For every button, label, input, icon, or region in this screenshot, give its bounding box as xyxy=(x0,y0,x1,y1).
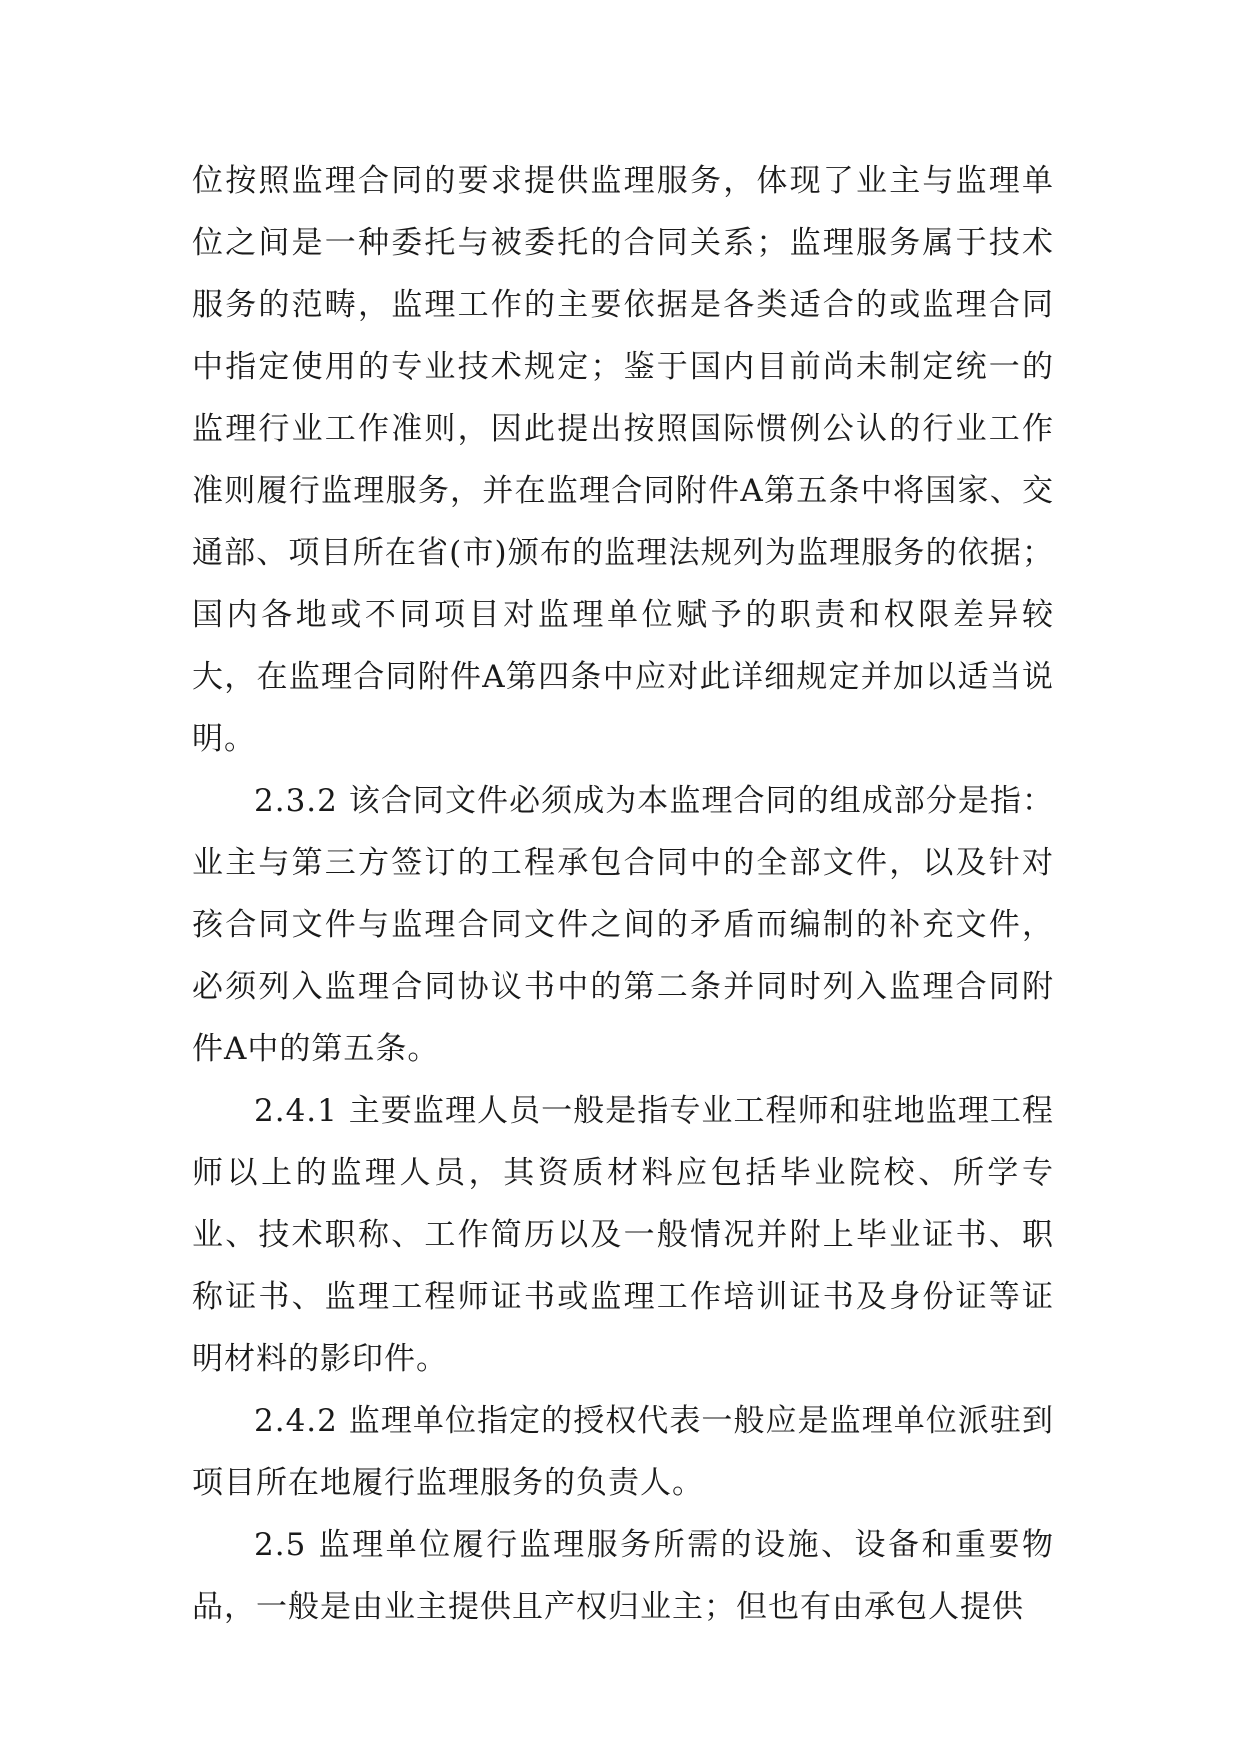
paragraph-2-3-2: 2.3.2 该合同文件必须成为本监理合同的组成部分是指：业主与第三方签订的工程承包合同中的全部文件，以及针对孩合同文件与监理合同文件之间的矛盾而编制的补充文件，必须列入监理合同协议书中的第二条并同时列入监理合同附件A中的第五条。 xyxy=(192,783,1054,1067)
paragraph-2-4-2: 2.4.2 监理单位指定的授权代表一般应是监理单位派驻到项目所在地履行监理服务的负责人。 xyxy=(192,1403,1054,1501)
paragraph-2-5: 2.5 监理单位履行监理服务所需的设施、设备和重要物品，一般是由业主提供且产权归业主；但也有由承包人提供 xyxy=(192,1527,1054,1625)
paragraph-2-4-1: 2.4.1 主要监理人员一般是指专业工程师和驻地监理工程师以上的监理人员，其资质材料应包括毕业院校、所学专业、技术职称、工作简历以及一般情况并附上毕业证书、职称证书、监理工程师证书或监理工作培训证书及身份证等证明材料的影印件。 xyxy=(192,1093,1054,1377)
document-page xyxy=(192,150,1054,1638)
paragraph-continuation: 位按照监理合同的要求提供监理服务，体现了业主与监理单位之间是一种委托与被委托的合同关系；监理服务属于技术服务的范畴，监理工作的主要依据是各类适合的或监理合同中指定使用的专业技术规定；鉴于国内目前尚未制定统一的监理行业工作准则，因此提出按照国际惯例公认的行业工作准则履行监理服务，并在监理合同附件A第五条中将国家、交通部、项目所在省(市)颁布的监理法规列为监理服务的依据；国内各地或不同项目对监理单位赋予的职责和权限差异较大，在监理合同附件A第四条中应对此详细规定并加以适当说明。 xyxy=(192,163,1054,757)
